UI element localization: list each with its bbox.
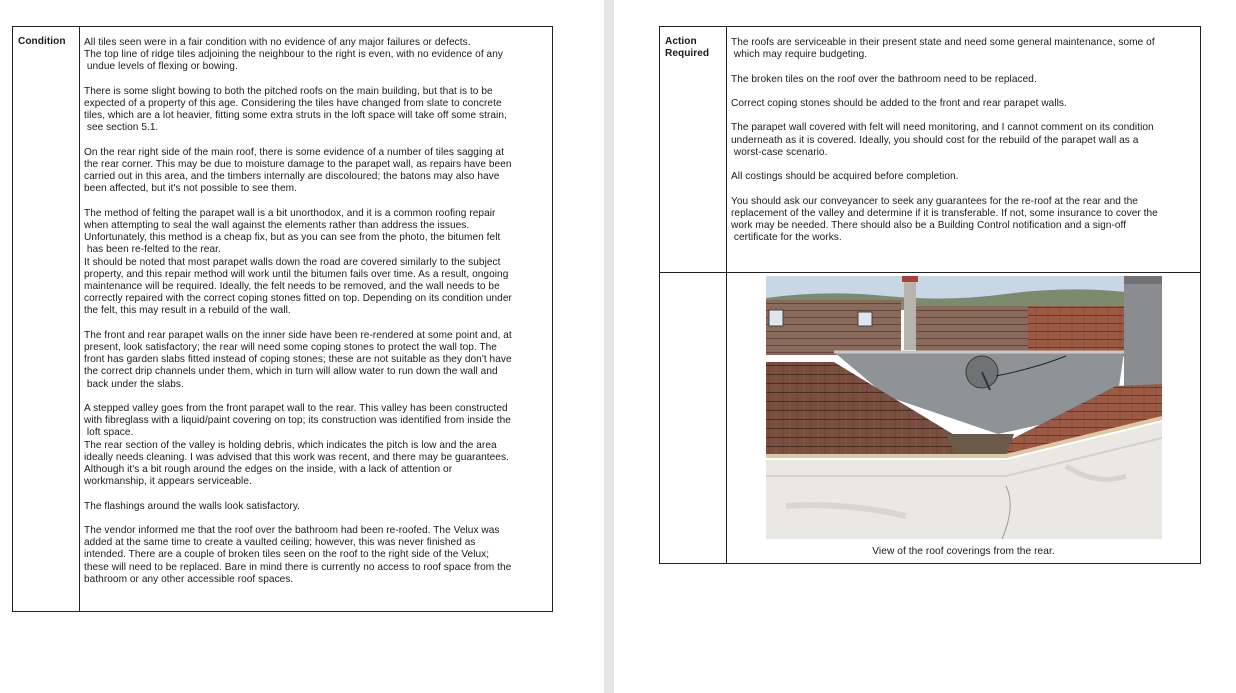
condition-text: [80, 27, 553, 612]
condition-paragraph: There is some slight bowing to both the pitched roofs on the main building, but that is to be expected of a property of this age. Considering the tiles have changed from slate to concrete tiles, which are a lot heavier, fitting some extra struts in the loft space will take off some strain, see section 5.1.: [84, 85, 507, 134]
action-label-line2: Required: [665, 48, 710, 60]
condition-label: Condition: [13, 27, 80, 612]
action-required-label: [660, 27, 727, 273]
photo-label-cell: [660, 273, 727, 564]
condition-paragraph: All tiles seen were in a fair condition with no evidence of any major failures or defects. The top line of ridge tiles adjoining the neighbour to the right is even, with no evidence of any undue levels of flexing or bowing.: [84, 37, 503, 73]
condition-paragraph: The vendor informed me that the roof over the bathroom had been re-roofed. The Velux was added at the same time to create a vaulted ceiling; however, this was never finished as intended. There are a couple of broken tiles seen on the roof to the right side of the Velux; these will need to be replaced. Bare in mind there is currently no access to roof space from the bathroom or any other accessible roof spaces.: [84, 525, 512, 585]
roof-photo: [766, 276, 1162, 539]
condition-paragraph: On the rear right side of the main roof, there is some evidence of a number of tiles sagging at the rear corner. This may be due to moisture damage to the parapet wall, as repairs have been carried out in this area, and the timbers internally are discoloured; the batons may also have been affected, but it's not possible to see them.: [84, 146, 512, 195]
condition-table: [12, 26, 553, 612]
action-paragraph: You should ask our conveyancer to seek any guarantees for the re-roof at the rear and the replacement of the valley and determine if it is transferable. If not, some insurance to cover the work may be needed. There should also be a Building Control notification and a sign-off certificate for the works.: [731, 195, 1158, 244]
action-paragraph: The broken tiles on the roof over the bathroom need to be replaced.: [731, 73, 1037, 85]
action-label-line1: Action: [665, 36, 697, 47]
photo-caption: View of the roof coverings from the rear.: [872, 546, 1055, 557]
condition-paragraph: The flashings around the walls look satisfactory.: [84, 500, 301, 512]
action-paragraph: All costings should be acquired before completion.: [731, 171, 959, 183]
action-paragraph: The parapet wall covered with felt will need monitoring, and I cannot comment on its condition underneath as it is covered. Ideally, you should cost for the rebuild of the parapet wall as a worst-case scenario.: [731, 122, 1154, 158]
page-gutter: [604, 0, 614, 693]
condition-paragraph: The method of felting the parapet wall is a bit unorthodox, and it is a common roofing repair when attempting to seal the wall against the elements rather than address the issues. Unfortunately, this method is a cheap fix, but as you can see from the photo, the bitumen felt has been re-felted to the rear. It should be noted that most parapet walls down the road are covered similarly to the subject property, and this repair method will work until the bitumen fails over time. As a result, ongoing maintenance will be required. Ideally, the felt needs to be removed, and the wall needs to be correctly repaired with the correct coping stones fitted on top. Depending on its condition under the felt, this may result in a rebuild of the wall.: [84, 207, 512, 317]
condition-paragraph: A stepped valley goes from the front parapet wall to the rear. This valley has been constructed with fibreglass with a liquid/paint covering on top; its construction was identified from inside the loft space. The rear section of the valley is holding debris, which indicates the pitch is low and the area ideally needs cleaning. I was advised that this work was recent, and there may be guarantees. Although it's a bit rough around the edges on the inside, with a lack of attention or workmanship, it appears serviceable.: [84, 403, 511, 488]
action-paragraph: The roofs are serviceable in their present state and need some general maintenance, some of which may require budgeting.: [731, 37, 1155, 61]
action-required-text: [727, 27, 1201, 273]
action-paragraph: Correct coping stones should be added to the front and rear parapet walls.: [731, 97, 1067, 109]
photo-cell: [727, 273, 1201, 564]
condition-paragraph: The front and rear parapet walls on the inner side have been re-rendered at some point and, at present, look satisfactory; the rear will need some coping stones to protect the wall top. The front has garden slabs fitted instead of coping stones; these are not suitable as they don't have the correct drip channels under them, which in turn will allow water to run down the wall and back under the slabs.: [84, 329, 512, 390]
action-required-table: [659, 26, 1201, 564]
